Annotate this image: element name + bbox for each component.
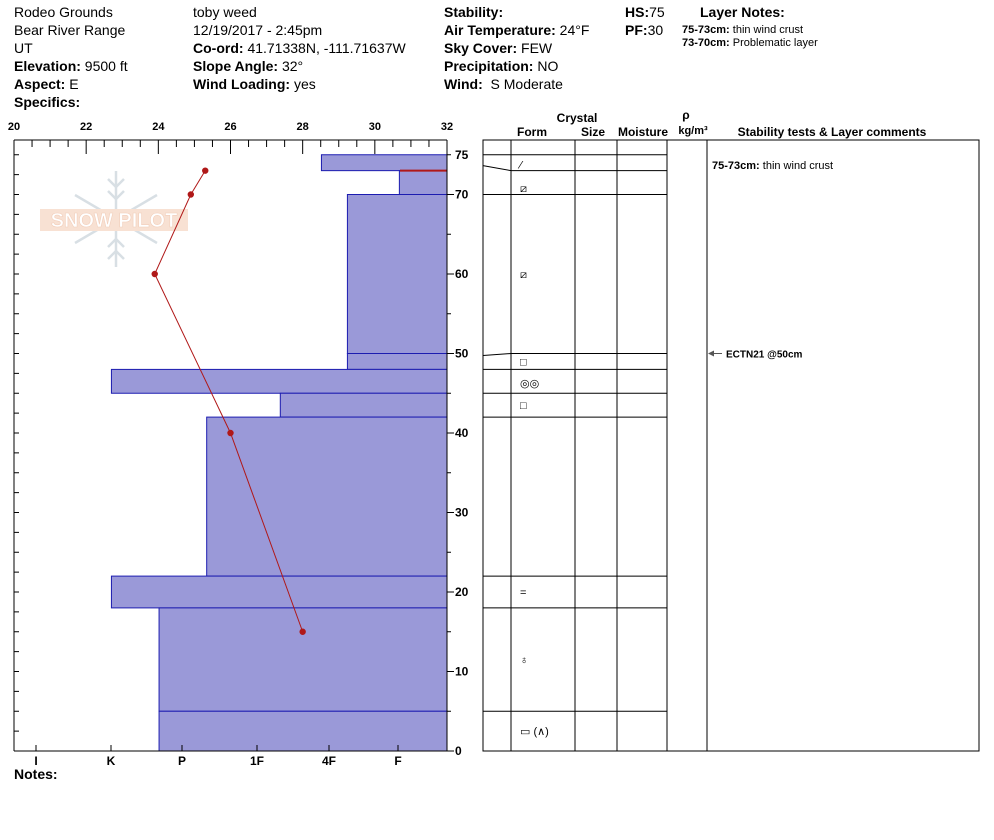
hardness-tick-label: P: [177, 754, 187, 768]
rho-header: ρ: [682, 108, 690, 122]
height-tick-label: 0: [455, 744, 462, 758]
wind-loading: Wind Loading: yes: [193, 76, 316, 92]
temperature-point: [188, 191, 194, 197]
range: Bear River Range: [14, 22, 126, 38]
crystal-form-symbol: ♁: [520, 654, 529, 667]
hardness-bar: [280, 393, 447, 417]
air-temperature: Air Temperature: 24°F: [444, 22, 590, 38]
watermark-text: SNOW PILOT: [50, 210, 178, 232]
temp-tick-label: 26: [224, 121, 237, 133]
hardness-bar: [111, 369, 447, 393]
hardness-bar: [347, 195, 447, 354]
observer: toby weed: [193, 4, 257, 20]
hardness-tick-label: K: [106, 754, 116, 768]
hs: HS:75: [625, 4, 665, 20]
hardness-bar: [321, 155, 447, 171]
pf: PF:30: [625, 22, 664, 38]
location: Rodeo Grounds: [14, 4, 113, 20]
hardness-tick-label: F: [394, 754, 402, 768]
temp-tick-label: 22: [80, 121, 93, 133]
height-tick-label: 75: [455, 147, 469, 162]
slope-angle: Slope Angle: 32°: [193, 58, 304, 74]
moisture-header: Moisture: [617, 125, 669, 139]
height-tick-label: 60: [455, 267, 469, 281]
form-header: Form: [517, 125, 547, 139]
crystal-form-symbol: =: [520, 587, 527, 599]
size-header: Size: [580, 125, 606, 139]
stability-test-label: ECTN21 @50cm: [726, 349, 803, 361]
hardness-tick-label: I: [34, 754, 38, 768]
temperature-point: [227, 430, 233, 436]
precipitation: Precipitation: NO: [444, 58, 559, 74]
temp-tick-label: 28: [296, 121, 309, 133]
hardness-bar: [207, 417, 447, 576]
hardness-bar: [159, 608, 447, 711]
crystal-form-symbol: □: [520, 356, 527, 369]
height-tick-label: 30: [455, 505, 469, 520]
layer-comment-range: 75-73cm:: [712, 160, 763, 173]
layer-comment: [712, 160, 833, 172]
hardness-bar: [159, 711, 447, 751]
crystal-form-symbol: ◎◎: [520, 377, 540, 390]
temp-tick-label: 30: [368, 121, 381, 133]
height-tick-label: 10: [455, 664, 469, 679]
crystal-form-symbol: ⧄: [520, 269, 527, 281]
crystal-header: Crystal: [556, 111, 598, 125]
crystal-form-symbol: □: [520, 400, 527, 413]
sky-cover: Sky Cover: FEW: [444, 40, 553, 56]
temperature-point: [152, 271, 158, 277]
temperature-point: [202, 167, 208, 173]
wind: Wind: S Moderate: [444, 76, 563, 92]
stability-test-arrowhead: [708, 351, 714, 357]
specifics: Specifics:: [14, 94, 81, 110]
hardness-bar: [111, 576, 447, 608]
height-tick-label: 70: [455, 187, 469, 202]
coordinates: Co-ord: 41.71338N, -111.71637W: [193, 40, 406, 56]
temperature-point: [299, 629, 305, 635]
height-tick-label: 20: [455, 585, 469, 599]
layer-comment-text: thin wind crust: [762, 160, 834, 173]
stability-header: Stability tests & Layer comments: [737, 125, 927, 139]
hardness-tick-label: 4F: [321, 754, 337, 768]
layer-note: 75-73cm: thin wind crust: [682, 24, 804, 36]
height-tick-label: 50: [455, 346, 469, 361]
crystal-form-symbol: ⧄: [520, 183, 527, 196]
temp-tick-label: 32: [440, 121, 454, 133]
hardness-bar: [399, 171, 447, 195]
temp-tick-label: 24: [152, 121, 165, 133]
notes-label: Notes:: [14, 766, 58, 782]
hardness-tick-label: 1F: [249, 754, 265, 768]
height-tick-label: 40: [455, 426, 469, 440]
layer-note: 73-70cm: Problematic layer: [682, 37, 818, 49]
temp-tick-label: 20: [7, 121, 21, 133]
layer-boundary-connector: [483, 354, 511, 356]
layer-table-frame: [483, 140, 979, 751]
layer-notes-title: Layer Notes:: [700, 4, 785, 20]
snowpilot-watermark: [40, 171, 188, 267]
crystal-form-symbol: ⁄: [520, 159, 522, 172]
hardness-bar: [347, 354, 447, 370]
elevation: Elevation: 9500 ft: [14, 58, 128, 74]
layer-boundary-connector: [483, 166, 511, 171]
aspect: Aspect: E: [14, 76, 79, 92]
density-unit-header: kg/m³: [678, 125, 708, 137]
state: UT: [14, 40, 33, 56]
stability: Stability:: [444, 4, 504, 20]
datetime: 12/19/2017 - 2:45pm: [193, 22, 323, 38]
crystal-form-symbol: ▭ (∧): [520, 726, 549, 739]
